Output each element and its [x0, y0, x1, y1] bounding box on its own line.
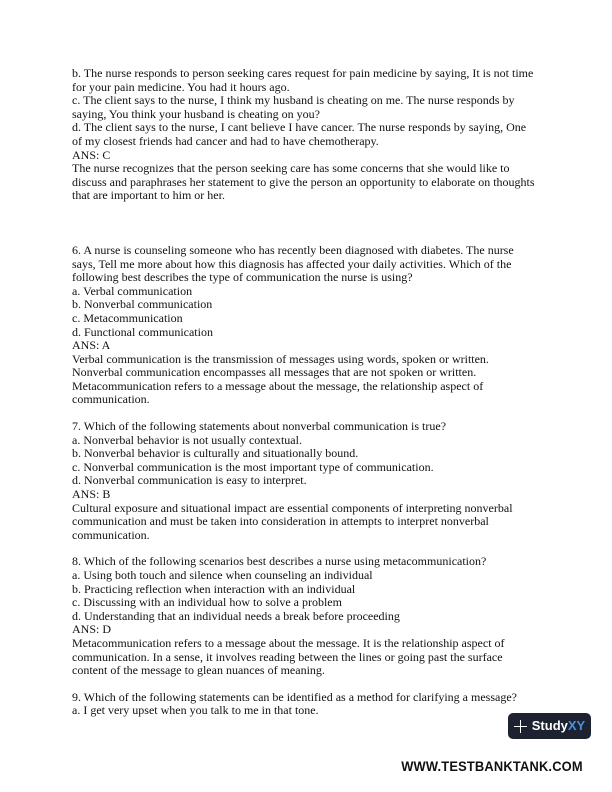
- option-line: a. Nonverbal behavior is not usually contextual.: [72, 432, 302, 447]
- option-line: c. Metacommunication: [72, 310, 183, 325]
- rationale-line: discuss and paraphrases her statement to give the person an opportunity to elaborate on thoughts: [72, 174, 535, 189]
- question-5-continuation: [72, 67, 544, 203]
- rationale-line: Verbal communication is the transmission of messages using words, spoken or written.: [72, 351, 489, 366]
- text-line: b. The nurse responds to person seeking cares request for pain medicine by saying, It is not time: [72, 66, 534, 80]
- text-line: for your pain medicine. You had it hours ago.: [72, 79, 290, 94]
- rationale-line: Metacommunication refers to a message about the message. It is the relationship aspect of: [72, 635, 505, 650]
- rationale-line: communication.: [72, 392, 150, 407]
- question-text: says, Tell me more about how this diagnosis has affected your daily activities. Which of the: [72, 256, 512, 271]
- badge-brand-main: Study: [531, 718, 568, 733]
- rationale-line: Nonverbal communication encompasses all messages that are not spoken or written.: [72, 365, 477, 380]
- rationale-line: The nurse recognizes that the person seeking care has some concerns that she would like to: [72, 161, 510, 176]
- option-line: b. Practicing reflection when interaction with an individual: [72, 581, 356, 596]
- rationale-line: communication and must be taken into consideration in attempts to interpret nonverbal: [72, 514, 489, 529]
- studyxy-badge[interactable]: [508, 713, 591, 739]
- option-line: c. Nonverbal communication is the most important type of communication.: [72, 459, 434, 474]
- option-line: a. I get very upset when you talk to me in that tone.: [72, 703, 319, 718]
- answer-line: ANS: B: [72, 487, 111, 502]
- option-line: b. Nonverbal communication: [72, 297, 213, 312]
- answer-line: ANS: A: [72, 338, 111, 353]
- question-6: [72, 244, 544, 407]
- question-text: following best describes the type of communication the nurse is using?: [72, 270, 413, 285]
- text-line: of my closest friends had cancer and had to have chemotherapy.: [72, 133, 379, 148]
- text-line: d. The client says to the nurse, I cant believe I have cancer. The nurse responds by saying, One: [72, 120, 527, 135]
- footer-url[interactable]: WWW.TESTBANKTANK.COM: [401, 758, 583, 774]
- question-9: [72, 691, 544, 718]
- spacer: [72, 203, 544, 244]
- question-text: 7. Which of the following statements about nonverbal communication is true?: [72, 419, 447, 434]
- rationale-line: that are important to him or her.: [72, 188, 225, 203]
- text-line: c. The client says to the nurse, I think my husband is cheating on me. The nurse responds by: [72, 93, 515, 108]
- question-7: [72, 420, 544, 542]
- question-text: 6. A nurse is counseling someone who has recently been diagnosed with diabetes. The nurse: [72, 242, 514, 257]
- rationale-line: Cultural exposure and situational impact are essential components of interpreting nonverbal: [72, 500, 513, 515]
- option-line: a. Using both touch and silence when counseling an individual: [72, 568, 373, 582]
- rationale-line: communication.: [72, 527, 150, 542]
- plus-icon: [514, 720, 527, 733]
- rationale-line: content of the message to glean nuances of meaning.: [72, 663, 325, 678]
- answer-line: ANS: C: [72, 147, 111, 162]
- rationale-line: Metacommunication refers to a message about the message, the relationship aspect of: [72, 378, 484, 393]
- question-text: 8. Which of the following scenarios best describes a nurse using metacommunication?: [72, 554, 487, 569]
- badge-brand-accent: XY: [567, 718, 586, 733]
- document-body: [72, 67, 544, 718]
- option-line: d. Functional communication: [72, 324, 213, 339]
- option-line: c. Discussing with an individual how to solve a problem: [72, 595, 342, 610]
- option-line: b. Nonverbal behavior is culturally and situationally bound.: [72, 446, 359, 461]
- question-8: [72, 555, 544, 677]
- spacer: [72, 678, 544, 691]
- answer-line: ANS: D: [72, 622, 112, 637]
- rationale-line: communication. In a sense, it involves reading between the lines or going past the surface: [72, 649, 503, 664]
- option-line: a. Verbal communication: [72, 283, 193, 298]
- question-text: 9. Which of the following statements can be identified as a method for clarifying a message?: [72, 689, 517, 704]
- option-line: d. Nonverbal communication is easy to interpret.: [72, 473, 307, 488]
- option-line: d. Understanding that an individual needs a break before proceeding: [72, 608, 400, 623]
- text-line: saying, You think your husband is cheating on you?: [72, 106, 320, 121]
